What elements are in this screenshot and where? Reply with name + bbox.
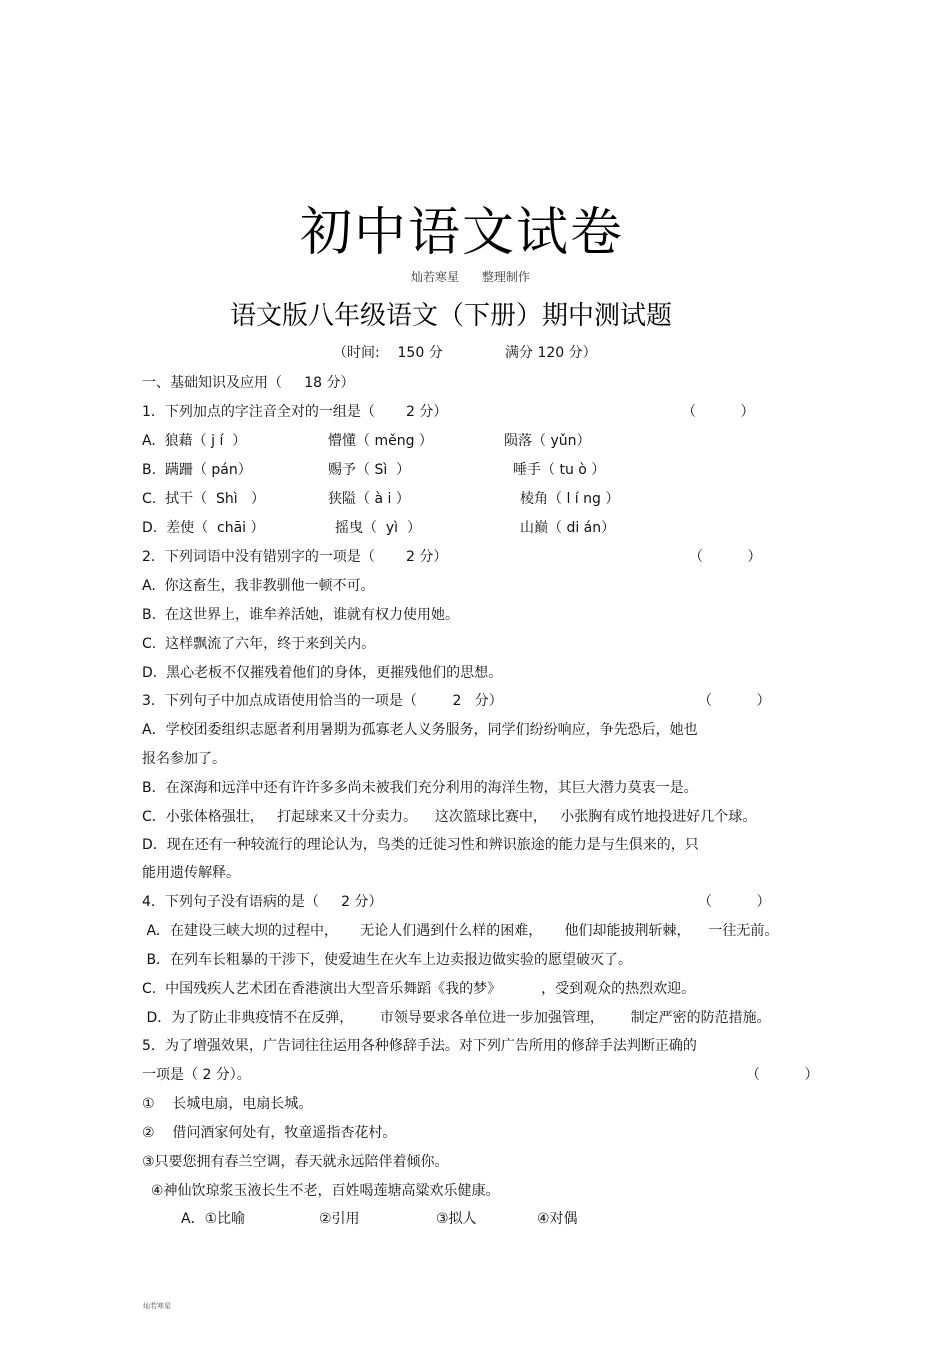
option-a-3: ③拟人 — [436, 1211, 477, 1227]
page-title: 初中语文试卷 — [300, 203, 625, 263]
option-c: C. 这样飘流了六年，终于来到关内。 — [142, 636, 376, 652]
option-d: D．为了防止非典疫情不在反弹， 市领导要求各单位进一步加强管理， 制定严密的防范措施。 — [142, 1010, 771, 1026]
option-a-4: ④对偶 — [537, 1211, 578, 1227]
answer-bracket: （ ） — [682, 404, 755, 420]
option-b: B. 在这世界上，谁牟养活她，谁就有权力使用她。 — [142, 607, 459, 623]
option-c-2: 狭隘（ à i ） — [328, 491, 410, 507]
option-b: B．在列车长粗暴的干涉下，使爱迪生在火车上边卖报边做实验的愿望破灭了。 — [142, 952, 633, 968]
option-d-2: 摇曳（ yì ） — [335, 520, 421, 536]
question-2-stem: 2．下列词语中没有错别字的一项是（ 2 分） — [142, 549, 448, 565]
answer-bracket: （ ） — [698, 693, 771, 709]
ad-item-3: ③只要您拥有春兰空调，春天就永远陪伴着倾你。 — [142, 1154, 449, 1170]
question-5-stem-line-1: 5．为了增强效果，广告词往往运用各种修辞手法。对下列广告所用的修辞手法判断正确的 — [142, 1038, 697, 1054]
option-d-line-1: D．现在还有一种较流行的理论认为，鸟类的迁徙习性和辨识旅途的能力是与生俱来的，只 — [142, 837, 699, 853]
ad-item-1: ① 长城电扇，电扇长城。 — [142, 1096, 313, 1112]
option-c-3: 棱角（ l í ng ） — [520, 491, 620, 507]
option-b: B．在深海和远洋中还有许许多多尚未被我们充分利用的海洋生物，其巨大潜力莫衷一是。 — [142, 780, 698, 796]
page-footer: 灿若寒星 — [143, 1302, 171, 1310]
question-3-stem: 3．下列句子中加点成语使用恰当的一项是（ 2 分） — [142, 693, 503, 709]
section-heading: 一、基础知识及应用（ 18 分） — [142, 375, 355, 391]
option-c: C. 中国残疾人艺术团在香港演出大型音乐舞蹈《我的梦》 ，受到观众的热烈欢迎。 — [142, 981, 696, 997]
option-a: A．在建设三峡大坝的过程中， 无论人们遇到什么样的困难， 他们却能披荆斩棘， 一往无前。 — [142, 923, 779, 939]
ad-item-4: ④神仙饮琼浆玉液长生不老，百姓喝莲塘高粱欢乐健康。 — [142, 1183, 500, 1199]
option-d: D. 黑心老板不仅摧残着他们的身体，更摧残他们的思想。 — [142, 665, 503, 681]
option-c: C．小张体格强壮， 打起球来又十分卖力。 这次篮球比赛中， 小张胸有成竹地投进好几个球。 — [142, 809, 757, 825]
option-b-1: B. 蹒跚（ pán） — [142, 462, 252, 478]
answer-bracket: （ ） — [689, 549, 762, 565]
option-b-3: 唾手（ tu ò ） — [513, 462, 606, 478]
exam-title: 语文版八年级语文（下册）期中测试题 — [230, 301, 673, 331]
option-a-line-1: A．学校团委组织志愿者利用暑期为孤寡老人义务服务，同学们纷纷响应，争先恐后，她也 — [142, 722, 698, 738]
option-a-1: A．①比喻 — [181, 1211, 246, 1227]
option-d-3: 山巅（ di án） — [520, 520, 616, 536]
option-d-line-2: 能用遗传解释。 — [142, 865, 240, 881]
answer-bracket: （ ） — [698, 894, 771, 910]
option-b-2: 赐予（ Sì ） — [328, 462, 411, 478]
option-a-2: ②引用 — [319, 1211, 360, 1227]
author-credit: 灿若寒星 整理制作 — [411, 270, 530, 284]
question-4-stem: 4．下列句子没有语病的是（ 2 分） — [142, 894, 383, 910]
option-a-line-2: 报名参加了。 — [142, 751, 226, 767]
option-a-1: A. 狼藉（ j í ） — [142, 433, 247, 449]
option-a: A. 你这畜生，我非教驯他一顿不可。 — [142, 578, 375, 594]
time-info: （时间: 150 分 满分 120 分） — [333, 345, 597, 361]
question-5-stem-line-2: 一项是（ 2 分）。 — [142, 1067, 251, 1083]
question-1-stem: 1．下列加点的字注音全对的一组是（ 2 分） — [142, 404, 448, 420]
option-a-2: 懵懂（ měng ） — [328, 433, 433, 449]
option-d-1: D. 差使（ chāi ） — [142, 520, 265, 536]
option-a-3: 陨落（ yǔn） — [504, 433, 591, 449]
option-c-1: C. 拭干（ Shì ） — [142, 491, 266, 507]
ad-item-2: ② 借问酒家何处有，牧童遥指杏花村。 — [142, 1125, 397, 1141]
answer-bracket: （ ） — [746, 1067, 819, 1083]
